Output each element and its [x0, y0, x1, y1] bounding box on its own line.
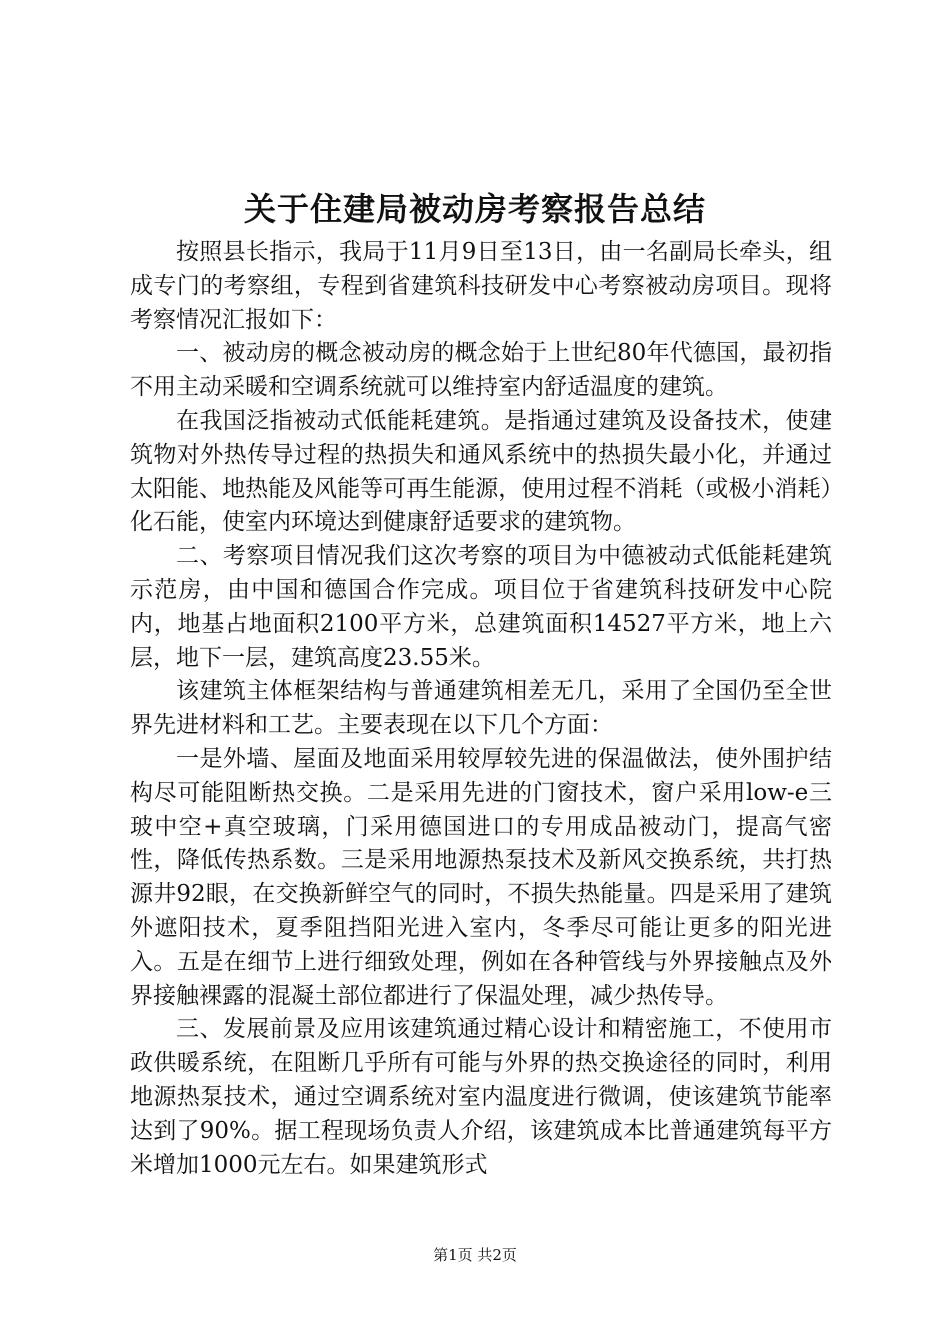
paragraph-features: 一是外墙、屋面及地面采用较厚较先进的保温做法，使外围护结构尽可能阻断热交换。二是采用先进的门窗技术，窗户采用low-e三玻中空+真空玻璃，门采用德国进口的专用成品被动门，提高气密性，降低传热系数。三是采用地源热泵技术及新风交换系统，共打热源井92眼，在交换新鲜空气的同时，不损失热能量。四是采用了建筑外遮阳技术，夏季阻挡阳光进入室内，冬季尽可能让更多的阳光进入。五是在细节上进行细致处理，例如在各种管线与外界接触点及外界接触裸露的混凝土部位都进行了保温处理，减少热传导。 — [130, 745, 832, 1009]
paragraph-structure: 该建筑主体框架结构与普通建筑相差无几，采用了全国仍至全世界先进材料和工艺。主要表现在以下几个方面： — [130, 678, 832, 739]
paragraph-definition: 在我国泛指被动式低能耗建筑。是指通过建筑及设备技术，使建筑物对外热传导过程的热损失和通风系统中的热损失最小化，并通过太阳能、地热能及风能等可再生能源，使用过程不消耗（或极小消耗）化石能，使室内环境达到健康舒适要求的建筑物。 — [130, 407, 832, 536]
paragraph-project: 二、考察项目情况我们这次考察的项目为中德被动式低能耗建筑示范房，由中国和德国合作完成。项目位于省建筑科技研发中心院内，地基占地面积2100平方米，总建筑面积14527平方米，地上六层，地下一层，建筑高度23.55米。 — [130, 543, 832, 671]
paragraph-intro: 按照县长指示，我局于11月9日至13日，由一名副局长牵头，组成专门的考察组，专程到省建筑科技研发中心考察被动房项目。现将考察情况汇报如下： — [130, 239, 832, 333]
page-number: 第1页 共2页 — [433, 1246, 517, 1264]
document-title: 关于住建局被动房考察报告总结 — [243, 190, 706, 228]
paragraph-prospects: 三、发展前景及应用该建筑通过精心设计和精密施工，不使用市政供暖系统，在阻断几乎所有可能与外界的热交换途径的同时，利用地源热泵技术，通过空调系统对室内温度进行微调，使该建筑节能率达到了90%。据工程现场负责人介绍，该建筑成本比普通建筑每平方米增加1000元左右。如果建筑形式 — [130, 1016, 832, 1178]
document-body — [130, 236, 832, 1182]
paragraph-concept: 一、被动房的概念被动房的概念始于上世纪80年代德国，最初指不用主动采暖和空调系统就可以维持室内舒适温度的建筑。 — [130, 340, 832, 401]
